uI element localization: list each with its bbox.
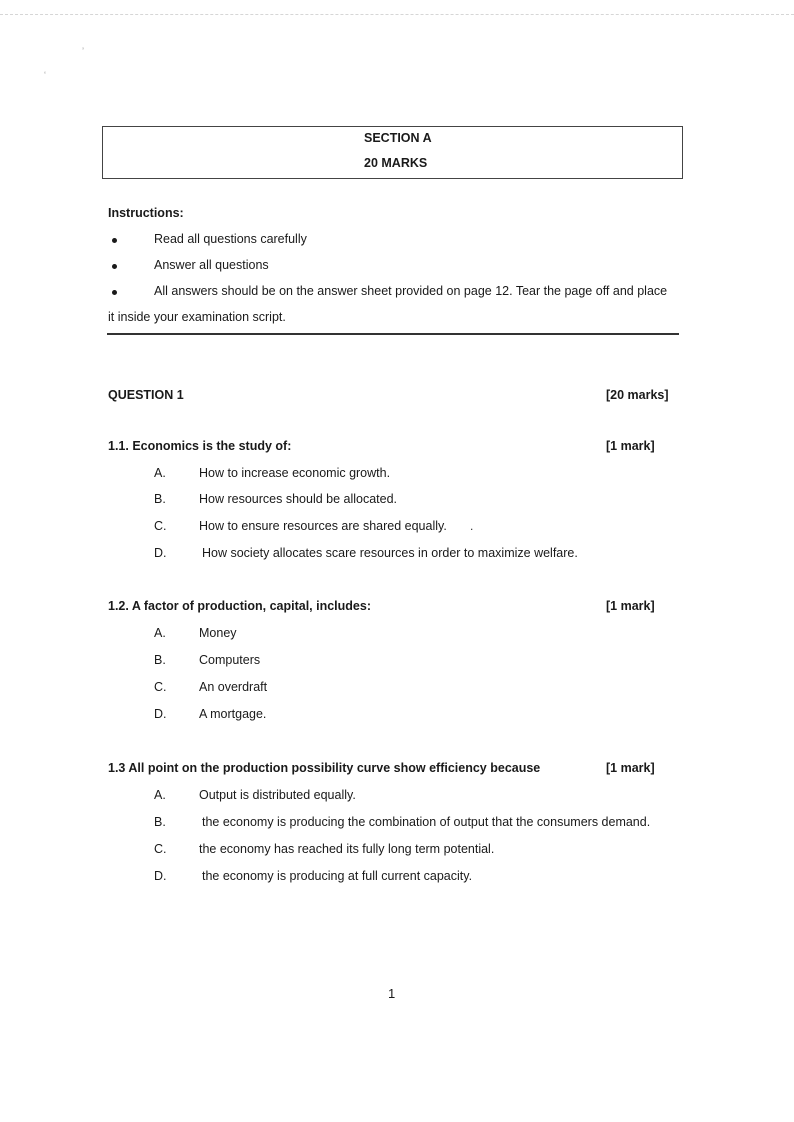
bullet-icon <box>112 238 117 243</box>
option-text: Money <box>199 626 237 640</box>
option-text: Computers <box>199 653 261 667</box>
option-text: the economy is producing at full current capacity. <box>202 869 473 883</box>
option-text: Output is distributed equally. <box>199 788 356 802</box>
option-text: An overdraft <box>199 680 268 694</box>
option-letter: C. <box>154 519 167 533</box>
question-mark-value: [1 mark] <box>606 599 655 613</box>
scan-speck: ‘ <box>44 70 46 80</box>
question-title: QUESTION 1 <box>108 388 184 402</box>
option-letter: D. <box>154 869 167 883</box>
option-text: How to ensure resources are shared equally. <box>199 519 447 533</box>
instruction-continuation: it inside your examination script. <box>108 310 286 324</box>
instruction-item: Read all questions carefully <box>154 232 307 246</box>
question-mark-value: [1 mark] <box>606 761 655 775</box>
option-text: How society allocates scare resources in order to maximize welfare. <box>202 546 578 560</box>
question-mark-value: [1 mark] <box>606 439 655 453</box>
question-stem: 1.2. A factor of production, capital, includes: <box>108 599 371 613</box>
option-letter: A. <box>154 626 166 640</box>
scan-speck: . <box>470 519 474 533</box>
section-marks: 20 MARKS <box>364 156 428 170</box>
scan-edge-line <box>0 14 794 15</box>
option-letter: C. <box>154 842 167 856</box>
question-stem: 1.1. Economics is the study of: <box>108 439 292 453</box>
option-letter: A. <box>154 466 166 480</box>
question-marks: [20 marks] <box>606 388 669 402</box>
bullet-icon <box>112 290 117 295</box>
option-letter: C. <box>154 680 167 694</box>
instructions-heading: Instructions: <box>108 206 184 220</box>
option-letter: A. <box>154 788 166 802</box>
option-letter: B. <box>154 492 166 506</box>
option-letter: D. <box>154 707 167 721</box>
option-letter: D. <box>154 546 167 560</box>
instruction-item: Answer all questions <box>154 258 269 272</box>
option-letter: B. <box>154 653 166 667</box>
page-number: 1 <box>388 986 396 1001</box>
option-text: A mortgage. <box>199 707 267 721</box>
option-text: the economy has reached its fully long term potential. <box>199 842 495 856</box>
divider-rule <box>107 333 679 335</box>
option-letter: B. <box>154 815 166 829</box>
option-text: How resources should be allocated. <box>199 492 398 506</box>
section-title: SECTION A <box>364 131 432 145</box>
option-text: the economy is producing the combination of output that the consumers demand. <box>202 815 651 829</box>
question-stem: 1.3 All point on the production possibility curve show efficiency because <box>108 761 541 775</box>
option-text: How to increase economic growth. <box>199 466 391 480</box>
scan-speck: ’ <box>82 46 84 56</box>
instruction-item: All answers should be on the answer sheet provided on page 12. Tear the page off and place <box>154 284 668 298</box>
bullet-icon <box>112 264 117 269</box>
